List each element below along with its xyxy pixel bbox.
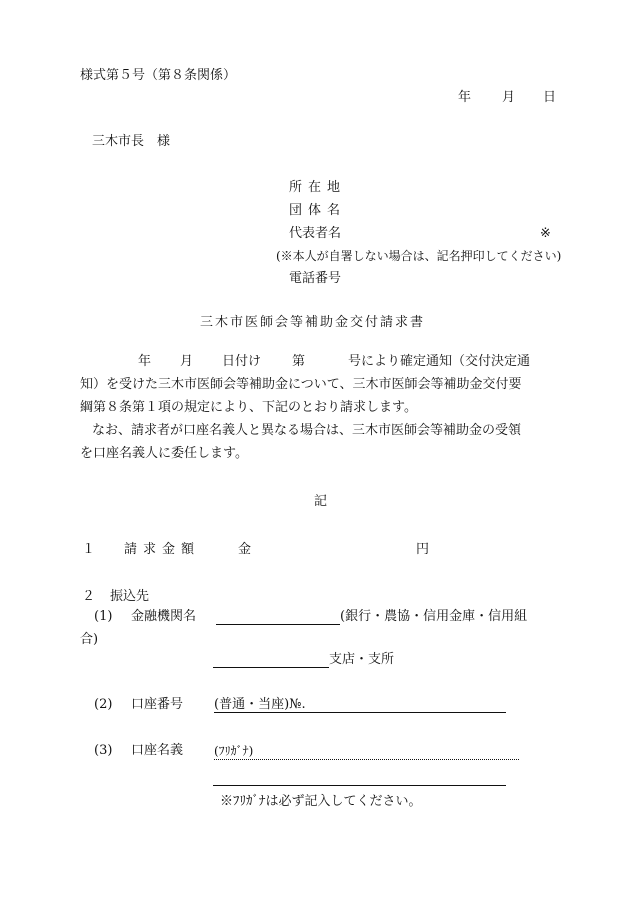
ref-gou-text: 号により確定通知（交付決定通: [348, 354, 531, 369]
ref-month: 月: [180, 354, 194, 369]
seal-note: (※本人が自署しない場合は、記名押印してください): [276, 249, 562, 263]
item2-label: 振込先: [110, 589, 150, 604]
item1-label: 請求金額: [124, 542, 201, 557]
bank-number: (1): [94, 609, 113, 624]
item1-number: １: [82, 542, 96, 557]
account-number-line[interactable]: [214, 712, 506, 713]
account-name-label: 口座名義: [131, 743, 184, 758]
bank-options-line1: (銀行・農協・信用金庫・信用組: [340, 609, 528, 624]
branch-name-line[interactable]: [213, 667, 329, 668]
date-month: 月: [502, 90, 516, 105]
account-number-value: (普通・当座)№.: [214, 697, 306, 712]
bank-label: 金融機関名: [131, 609, 197, 624]
furigana-label: (ﾌﾘｶﾞﾅ): [214, 744, 254, 758]
bank-name-line[interactable]: [216, 624, 340, 625]
location-label: 所在地: [289, 180, 347, 195]
body-para2-line1: なお、請求者が口座名義人と異なる場合は、三木市医師会等補助金の受領: [92, 423, 522, 438]
account-number-label: 口座番号: [131, 697, 184, 712]
account-name-line[interactable]: [213, 785, 506, 786]
furigana-line[interactable]: [214, 759, 519, 760]
body-para1-line2: 知）を受けた三木市医師会等補助金について、三木市医師会等補助金交付要: [80, 377, 522, 392]
seal-mark: ※: [540, 226, 551, 241]
furigana-note: ※ﾌﾘｶﾞﾅは必ず記入してください。: [220, 794, 422, 809]
item2-number: ２: [82, 589, 96, 604]
item1-kin: 金: [238, 542, 252, 557]
ref-dai: 第: [292, 354, 306, 369]
form-number: 様式第５号（第８条関係）: [80, 68, 237, 83]
recipient: 三木市長 様: [92, 134, 171, 149]
account-number-number: (2): [94, 697, 113, 712]
organization-label: 団体名: [289, 203, 347, 218]
ref-year: 年: [138, 354, 152, 369]
bank-options-line2: 合): [80, 632, 99, 647]
branch-suffix: 支店・支所: [329, 652, 395, 667]
document-title: 三木市医師会等補助金交付請求書: [200, 315, 426, 330]
body-para1-line3: 綱第８条第１項の規定により、下記のとおり請求します。: [80, 400, 417, 415]
body-para2-line2: を口座名義人に委任します。: [80, 446, 248, 461]
date-day: 日: [543, 90, 557, 105]
item1-yen: 円: [416, 542, 430, 557]
ref-day-dated: 日付け: [222, 354, 262, 369]
phone-label: 電話番号: [289, 271, 342, 286]
date-year: 年: [458, 90, 472, 105]
representative-label: 代表者名: [289, 226, 342, 241]
ki-heading: 記: [314, 494, 328, 509]
account-name-number: (3): [94, 743, 113, 758]
